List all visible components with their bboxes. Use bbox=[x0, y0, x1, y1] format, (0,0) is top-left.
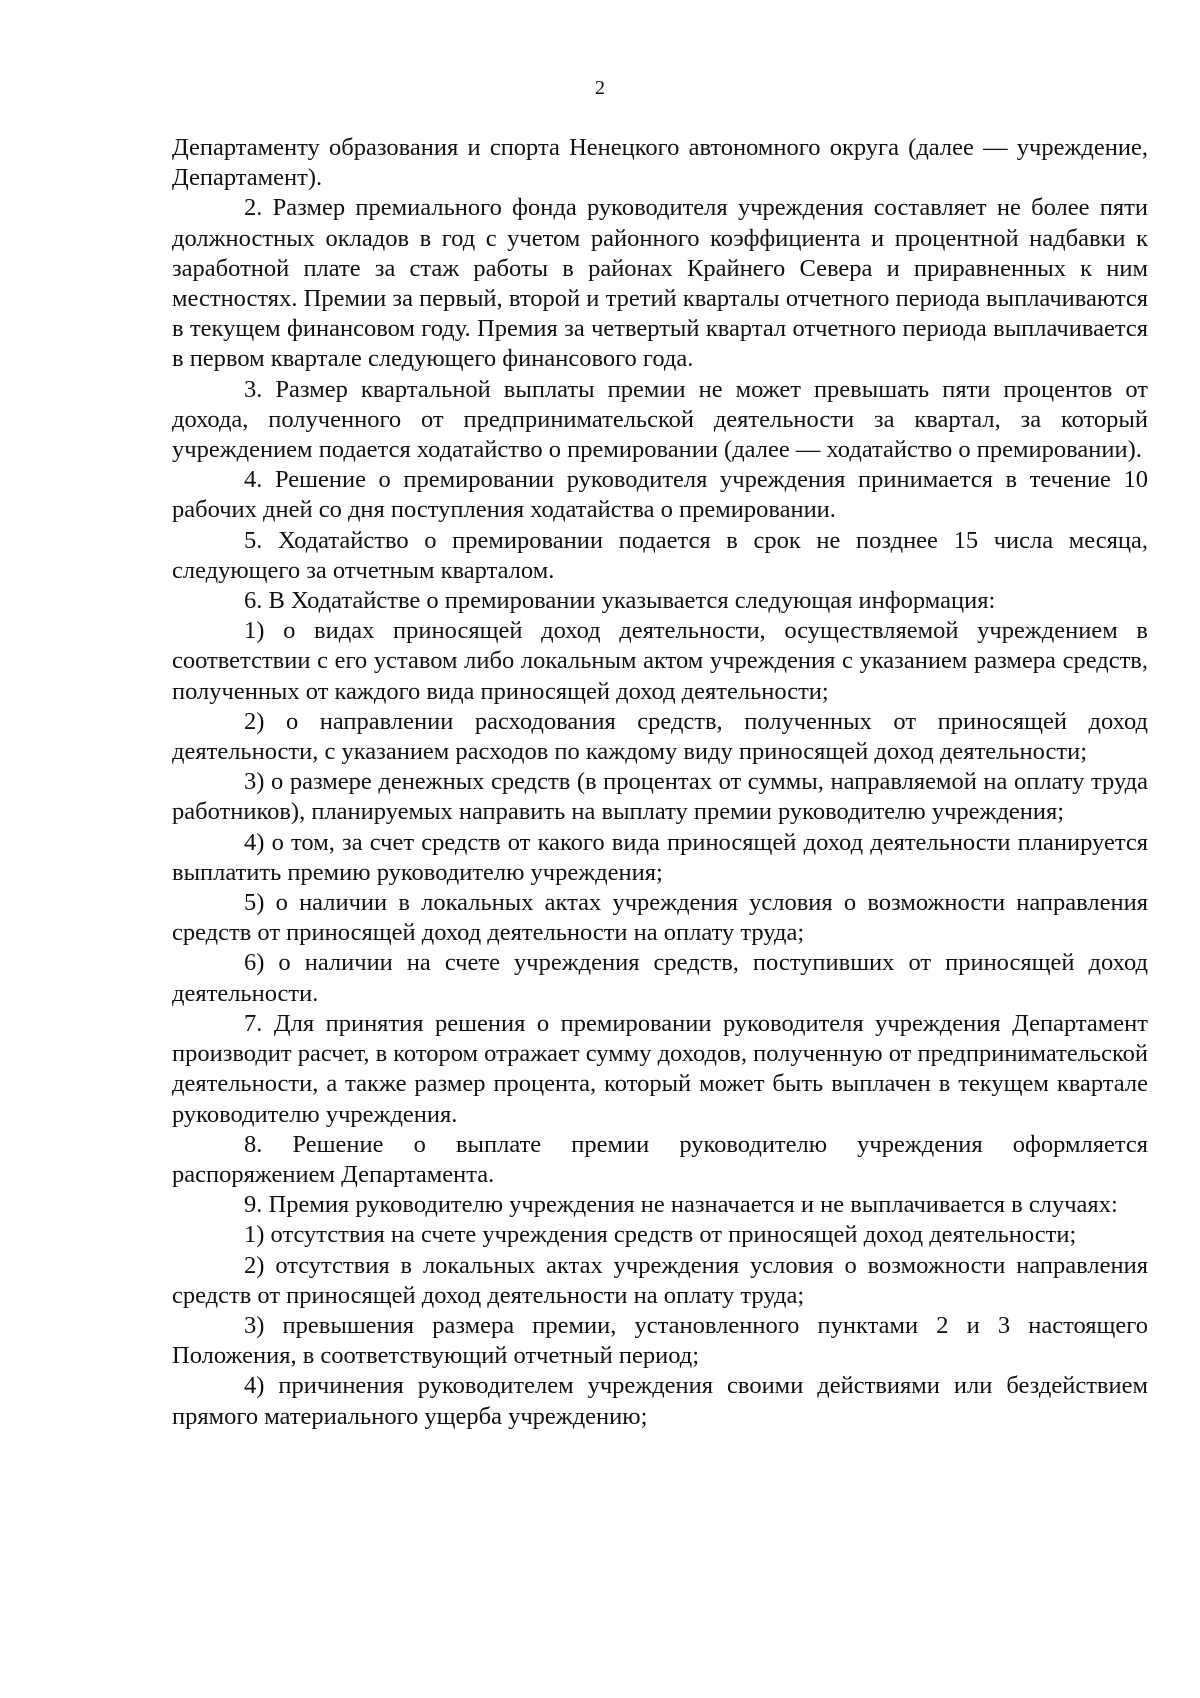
paragraph-item-5: 5. Ходатайство о премировании подается в срок не позднее 15 числа месяца, следующего за отчетным кварталом. bbox=[172, 526, 1148, 584]
paragraph-item-6: 6. В Ходатайстве о премировании указывается следующая информация: bbox=[244, 587, 996, 615]
subitem-6-3: 3) о размере денежных средств (в процентах от суммы, направляемой на оплату труда работников), планируемых направить на выплату премии руководителю учреждения; bbox=[172, 768, 1148, 826]
subitem-9-2: 2) отсутствия в локальных актах учреждения условия о возможности направления средств от приносящей доход деятельности на оплату труда; bbox=[172, 1251, 1148, 1309]
subitem-6-1: 1) о видах приносящей доход деятельности, осуществляемой учреждением в соответствии с его уставом либо локальным актом учреждения с указанием размера средств, полученных от каждого вида приносящей доход деятельности; bbox=[172, 617, 1148, 705]
page-number: 2 bbox=[595, 77, 605, 99]
document-body bbox=[172, 133, 1148, 1432]
paragraph-item-8: 8. Решение о выплате премии руководителю учреждения оформляется распоряжением Департамента. bbox=[172, 1130, 1148, 1188]
paragraph-item-2: 2. Размер премиального фонда руководителя учреждения составляет не более пяти должностных окладов в год с учетом районного коэффициента и процентной надбавки к заработной плате за стаж работы в районах Крайнего Севера и приравненных к ним местностях. Премии за первый, второй и третий кварталы отчетного периода выплачиваются в текущем финансовом году. Премия за четвертый квартал отчетного периода выплачивается в первом квартале следующего финансового года. bbox=[172, 194, 1148, 373]
subitem-6-4: 4) о том, за счет средств от какого вида приносящей доход деятельности планируется выплатить премию руководителю учреждения; bbox=[172, 828, 1148, 886]
subitem-9-3: 3) превышения размера премии, установленного пунктами 2 и 3 настоящего Положения, в соответствующий отчетный период; bbox=[172, 1311, 1148, 1370]
subitem-6-5: 5) о наличии в локальных актах учреждения условия о возможности направления средств от приносящей доход деятельности на оплату труда; bbox=[172, 889, 1148, 947]
paragraph-item-3: 3. Размер квартальной выплаты премии не может превышать пяти процентов от дохода, полученного от предпринимательской деятельности за квартал, за который учреждением подается ходатайство о премировании (далее — ходатайство о премировании). bbox=[172, 375, 1148, 464]
paragraph-item-4: 4. Решение о премировании руководителя учреждения принимается в течение 10 рабочих дней со дня поступления ходатайства о премировании. bbox=[172, 466, 1148, 524]
paragraph-item-7: 7. Для принятия решения о премировании руководителя учреждения Департамент производит расчет, в котором отражает сумму доходов, полученную от предпринимательской деятельности, а также размер процента, который может быть выплачен в текущем квартале руководителю учреждения. bbox=[172, 1009, 1148, 1128]
paragraph-item-9: 9. Премия руководителю учреждения не назначается и не выплачивается в случаях: bbox=[244, 1191, 1118, 1219]
subitem-9-1: 1) отсутствия на счете учреждения средств от приносящей доход деятельности; bbox=[244, 1221, 1077, 1249]
subitem-9-4: 4) причинения руководителем учреждения своими действиями или бездействием прямого материального ущерба учреждению; bbox=[172, 1372, 1148, 1430]
paragraph-continuation: Департаменту образования и спорта Ненецкого автономного округа (далее — учреждение, Департамент). bbox=[172, 134, 1148, 192]
subitem-6-2: 2) о направлении расходования средств, полученных от приносящей доход деятельности, с указанием расходов по каждому виду приносящей доход деятельности; bbox=[172, 707, 1148, 766]
subitem-6-6: 6) о наличии на счете учреждения средств, поступивших от приносящей доход деятельности. bbox=[172, 949, 1148, 1007]
